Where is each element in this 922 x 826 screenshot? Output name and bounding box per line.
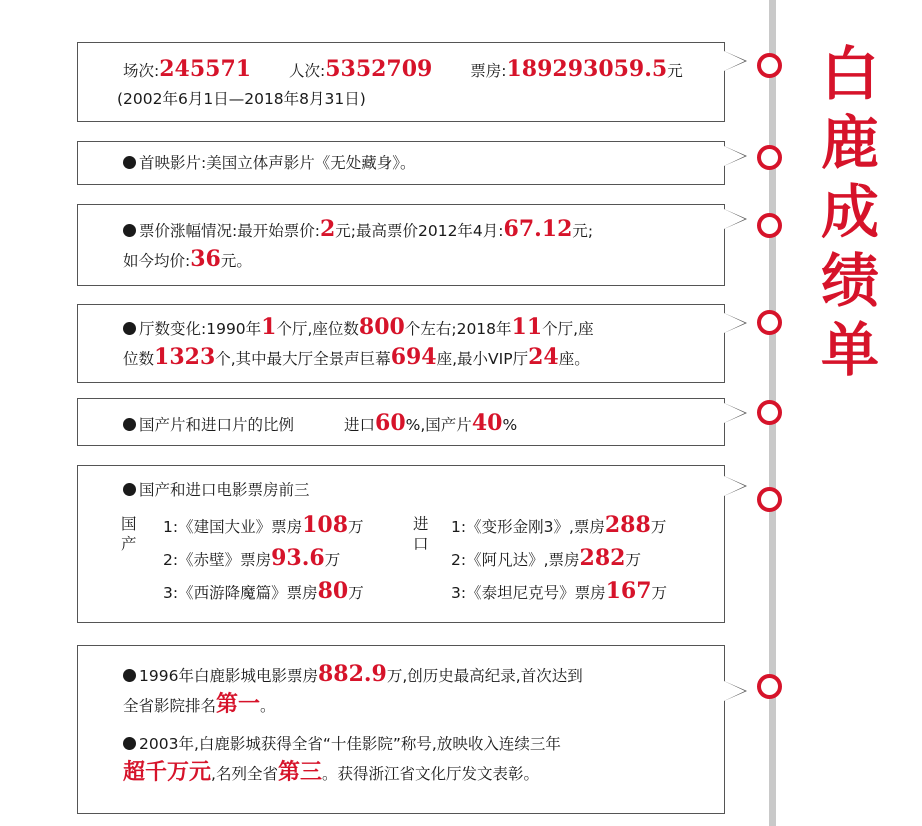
box-value: 189293059.5 (506, 56, 668, 82)
bullet-icon (123, 669, 136, 682)
list-item: 2:《赤壁》票房93.6万 (163, 545, 341, 571)
ticket-price-card (77, 204, 725, 286)
price-value: 67.12 (503, 216, 573, 242)
price-text: 元;最高票价2012年4月: (335, 222, 504, 240)
timeline-node (757, 487, 782, 512)
history-text: 2003年,白鹿影城获得全省“十佳影院”称号,放映收入连续三年 (139, 735, 561, 753)
hall-text: 个左右;2018年 (404, 320, 512, 338)
bullet-icon (123, 737, 136, 750)
title-char: 白 (820, 40, 879, 108)
ratio-text: 国产片和进口片的比例 (139, 416, 295, 434)
bullet-icon (123, 156, 136, 169)
domestic-label: 国产 (121, 515, 137, 553)
title-char: 绩 (820, 247, 879, 315)
history-value: 第三 (277, 759, 322, 785)
bullet-icon (123, 483, 136, 496)
history-text: 万,创历史最高纪录,首次达到 (386, 667, 583, 685)
history-card (77, 645, 725, 814)
timeline-node (757, 400, 782, 425)
ratio-text: %,国产片 (405, 416, 472, 434)
hall-text: 个,其中最大厅全景声巨幕 (215, 350, 391, 368)
history-text: 。获得浙江省文化厅发文表彰。 (321, 765, 539, 783)
premiere-text: 首映影片:美国立体声影片《无处藏身》。 (139, 154, 416, 172)
sessions-label: 场次: (123, 62, 160, 80)
sessions-value: 245571 (159, 56, 252, 82)
hall-card (77, 304, 725, 383)
history-text: 1996年白鹿影城电影票房 (139, 667, 318, 685)
price-text: 票价涨幅情况:最开始票价: (139, 222, 320, 240)
domestic-list (163, 510, 364, 609)
hall-text: 位数 (123, 350, 155, 368)
summary-period: (2002年6月1日—2018年8月31日) (117, 90, 366, 108)
list-item: 3:《泰坦尼克号》票房167万 (451, 578, 668, 604)
hall-text: 厅数变化:1990年 (139, 320, 262, 338)
bullet-icon (123, 418, 136, 431)
import-label: 进口 (413, 515, 429, 553)
ratio-card (77, 398, 725, 446)
hall-value: 11 (511, 314, 543, 340)
summary-stats (123, 55, 724, 85)
price-text: 元; (572, 222, 594, 240)
timeline-node (757, 310, 782, 335)
top-films-card (77, 465, 725, 623)
ratio-value: 40 (471, 410, 503, 436)
history-text: 。 (260, 697, 276, 715)
price-text: 元。 (220, 252, 252, 270)
history-value: 882.9 (317, 661, 387, 687)
list-item: 2:《阿凡达》,票房282万 (451, 545, 641, 571)
top-films-heading: 国产和进口电影票房前三 (139, 481, 310, 499)
hall-text: 座,最小VIP厅 (436, 350, 529, 368)
history-text: 全省影院排名 (123, 697, 217, 715)
hall-text: 座。 (558, 350, 590, 368)
hall-value: 1 (261, 314, 277, 340)
list-item: 3:《西游降魔篇》票房80万 (163, 578, 364, 604)
hall-value: 694 (390, 344, 437, 370)
box-unit: 元 (667, 62, 683, 80)
title-char: 鹿 (820, 109, 879, 177)
import-list (451, 510, 667, 609)
hall-value: 1323 (154, 344, 216, 370)
timeline-node (757, 674, 782, 699)
hall-text: 个厅,座位数 (276, 320, 359, 338)
box-label: 票房: (470, 62, 507, 80)
timeline-node (757, 53, 782, 78)
price-value: 36 (190, 246, 221, 272)
hall-text: 个厅,座 (542, 320, 594, 338)
list-item: 1:《变形金刚3》,票房288万 (451, 512, 667, 538)
bullet-icon (123, 224, 136, 237)
history-value: 超千万元 (123, 759, 212, 785)
bullet-icon (123, 322, 136, 335)
timeline-node (757, 145, 782, 170)
ratio-value: 60 (375, 410, 406, 436)
audience-value: 5352709 (325, 56, 433, 82)
page-title (812, 40, 888, 385)
price-value: 2 (319, 216, 336, 242)
title-char: 单 (820, 316, 879, 384)
history-text: ,名列全省 (211, 765, 278, 783)
history-value: 第一 (216, 691, 261, 717)
price-text: 如今均价: (123, 252, 191, 270)
list-item: 1:《建国大业》票房108万 (163, 512, 364, 538)
ratio-text: 进口 (344, 416, 376, 434)
premiere-card (77, 141, 725, 185)
audience-label: 人次: (288, 62, 326, 80)
hall-value: 24 (528, 344, 559, 370)
ratio-text: % (502, 416, 518, 434)
summary-card (77, 42, 725, 122)
hall-value: 800 (358, 314, 405, 340)
title-char: 成 (820, 178, 879, 246)
timeline-node (757, 213, 782, 238)
